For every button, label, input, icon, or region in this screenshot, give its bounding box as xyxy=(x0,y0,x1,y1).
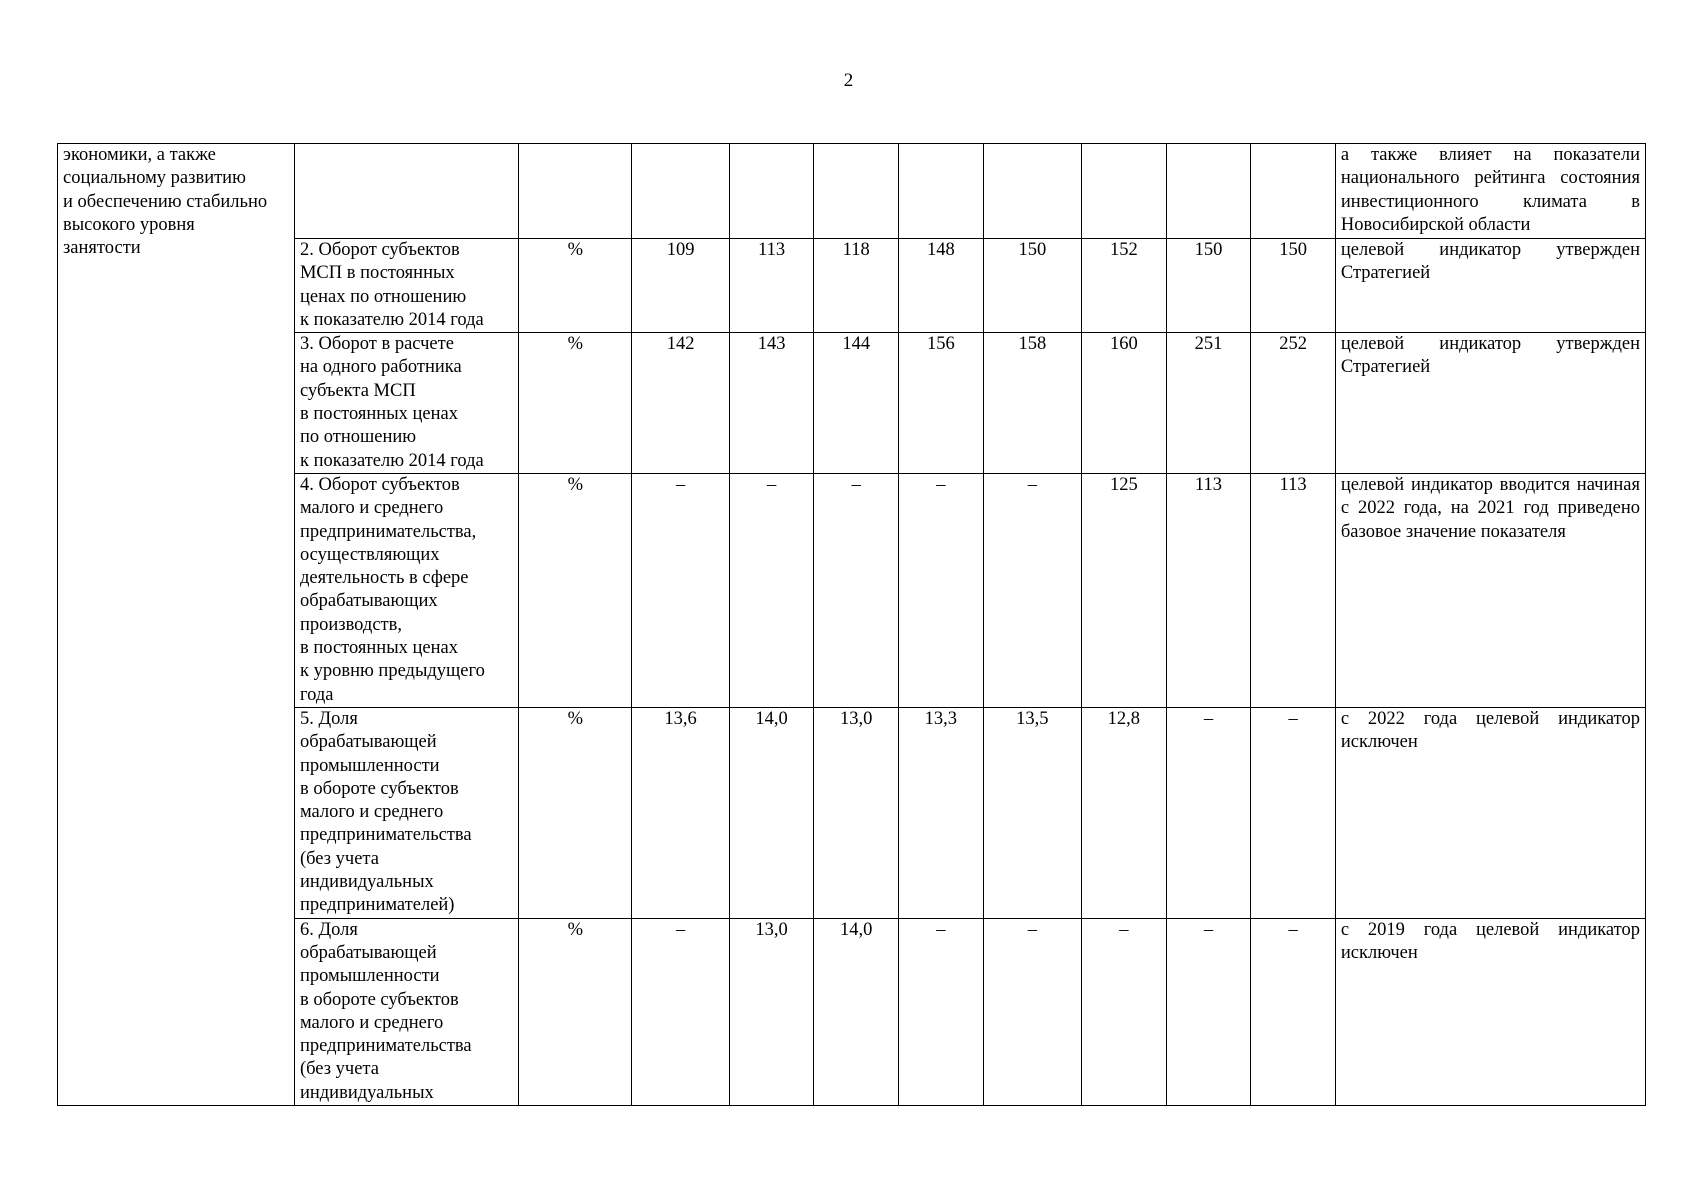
table-row xyxy=(58,918,1646,1105)
value-cell: 113 xyxy=(729,239,814,333)
value-cell xyxy=(1251,144,1336,239)
value-cell: – xyxy=(1166,918,1251,1105)
note-text: а также влияет на показатели национального рейтинга состояния инвестиционного климата в Новосибирской области xyxy=(1340,145,1640,235)
value-cell: 113 xyxy=(1166,473,1251,707)
value-cell: 160 xyxy=(1082,333,1167,474)
value-cell: 142 xyxy=(632,333,729,474)
value-cell xyxy=(1082,144,1167,239)
table-row xyxy=(58,707,1646,918)
note-text: с 2022 года целевой индикатор исключен xyxy=(1340,708,1640,753)
indicator-cell xyxy=(294,239,518,333)
value-cell: 13,0 xyxy=(729,918,814,1105)
value-cell: 13,5 xyxy=(983,707,1081,918)
value-cell: 13,3 xyxy=(899,707,984,918)
value-cell: 150 xyxy=(1166,239,1251,333)
value-cell: 144 xyxy=(814,333,899,474)
note-cell xyxy=(1335,707,1645,918)
note-cell xyxy=(1335,473,1645,707)
value-cell: 109 xyxy=(632,239,729,333)
indicator-name: 5. Доля обрабатывающей промышленности в обороте субъектов малого и среднего предпринимательства (без учета индивидуальных предпринимателей) xyxy=(299,708,472,916)
indicator-name: 4. Оборот субъектов малого и среднего предпринимательства, осуществляющих деятельность в сфере обрабатывающих производств, в постоянных ценах к уровню предыдущего года xyxy=(299,474,485,705)
value-cell: – xyxy=(1166,707,1251,918)
goal-text: экономики, а также социальному развитию и обеспечению стабильно высокого уровня занятости xyxy=(63,145,268,259)
note-text: целевой индикатор утвержден Стратегией xyxy=(1340,240,1640,284)
value-cell: 125 xyxy=(1082,473,1167,707)
note-cell xyxy=(1335,239,1645,333)
note-text: целевой индикатор утвержден Стратегией xyxy=(1340,334,1640,378)
note-cell xyxy=(1335,918,1645,1105)
value-cell: 150 xyxy=(983,239,1081,333)
value-cell: – xyxy=(983,918,1081,1105)
note-cell xyxy=(1335,144,1645,239)
table-row xyxy=(58,144,1646,239)
value-cell xyxy=(1166,144,1251,239)
indicator-name: 6. Доля обрабатывающей промышленности в обороте субъектов малого и среднего предпринимательства (без учета индивидуальных xyxy=(299,919,472,1103)
value-cell: – xyxy=(1082,918,1167,1105)
value-cell xyxy=(814,144,899,239)
unit-cell: % xyxy=(519,707,632,918)
value-cell xyxy=(632,144,729,239)
indicator-cell xyxy=(294,473,518,707)
unit-cell: % xyxy=(519,918,632,1105)
value-cell: 156 xyxy=(899,333,984,474)
indicator-cell xyxy=(294,144,518,239)
unit-cell xyxy=(519,144,632,239)
indicator-cell xyxy=(294,918,518,1105)
value-cell: 152 xyxy=(1082,239,1167,333)
value-cell: – xyxy=(899,473,984,707)
unit-cell: % xyxy=(519,239,632,333)
value-cell: – xyxy=(899,918,984,1105)
value-cell: – xyxy=(983,473,1081,707)
value-cell: – xyxy=(1251,707,1336,918)
value-cell: 14,0 xyxy=(729,707,814,918)
indicator-name: 2. Оборот субъектов МСП в постоянных ценах по отношению к показателю 2014 года xyxy=(299,240,484,330)
table-row xyxy=(58,239,1646,333)
page-number: 2 xyxy=(843,70,854,91)
value-cell xyxy=(983,144,1081,239)
value-cell: 251 xyxy=(1166,333,1251,474)
value-cell xyxy=(729,144,814,239)
value-cell: 158 xyxy=(983,333,1081,474)
value-cell: – xyxy=(632,918,729,1105)
value-cell: 143 xyxy=(729,333,814,474)
value-cell xyxy=(899,144,984,239)
note-text: с 2019 года целевой индикатор исключен xyxy=(1340,919,1640,963)
value-cell: – xyxy=(632,473,729,707)
indicator-cell xyxy=(294,333,518,474)
unit-cell: % xyxy=(519,473,632,707)
value-cell: 150 xyxy=(1251,239,1336,333)
value-cell: 113 xyxy=(1251,473,1336,707)
indicators-table xyxy=(57,143,1646,1106)
unit-cell: % xyxy=(519,333,632,474)
note-text: целевой индикатор вводится начиная с 2022 года, на 2021 год приведено базовое значение показателя xyxy=(1340,474,1640,542)
value-cell: 148 xyxy=(899,239,984,333)
value-cell: 13,6 xyxy=(632,707,729,918)
value-cell: 13,0 xyxy=(814,707,899,918)
value-cell: 252 xyxy=(1251,333,1336,474)
value-cell: – xyxy=(729,473,814,707)
note-cell xyxy=(1335,333,1645,474)
value-cell: 12,8 xyxy=(1082,707,1167,918)
indicator-name: 3. Оборот в расчете на одного работника субъекта МСП в постоянных ценах по отношению к показателю 2014 года xyxy=(299,334,484,471)
value-cell: 118 xyxy=(814,239,899,333)
table-row xyxy=(58,333,1646,474)
value-cell: – xyxy=(814,473,899,707)
value-cell: – xyxy=(1251,918,1336,1105)
goal-cell xyxy=(58,144,295,1106)
table-row xyxy=(58,473,1646,707)
indicator-cell xyxy=(294,707,518,918)
value-cell: 14,0 xyxy=(814,918,899,1105)
